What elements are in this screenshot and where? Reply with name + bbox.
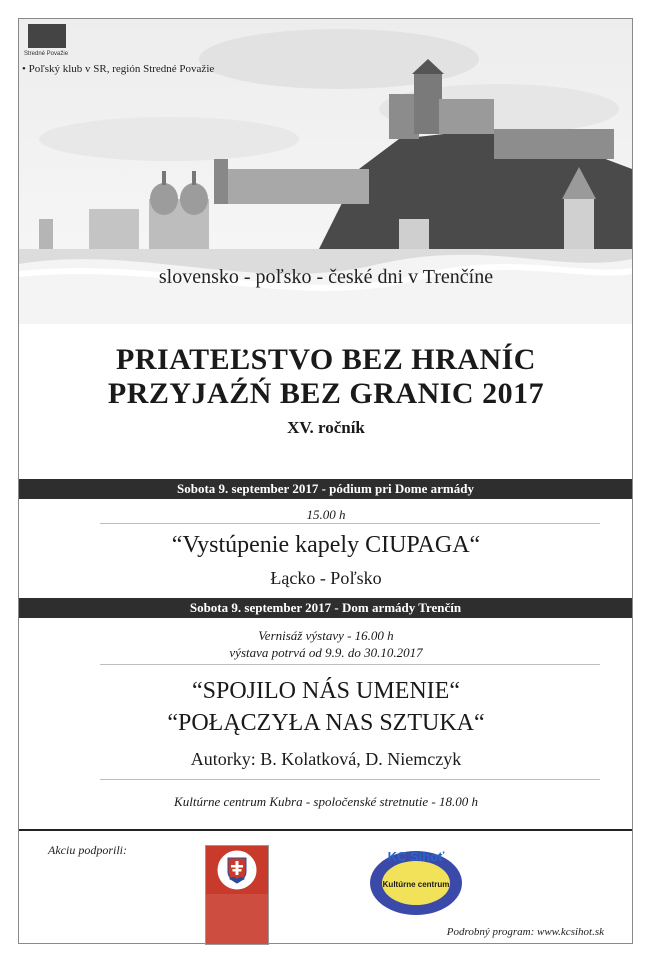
vernissage-time: Vernisáž výstavy - 16.00 h bbox=[258, 628, 394, 643]
exhibition-title-slovak: “SPOJILO NÁS UMENIE“ bbox=[192, 678, 460, 704]
exhibition-authors: Autorky: B. Kolatková, D. Niemczyk bbox=[190, 749, 462, 769]
slovak-government-logo bbox=[205, 845, 269, 945]
program-website: Podrobný program: www.kcsihot.sk bbox=[446, 926, 604, 938]
divider bbox=[100, 664, 600, 665]
divider bbox=[100, 523, 600, 524]
social-meeting: Kultúrne centrum Kubra - spoločenské stretnutie - 18.00 h bbox=[174, 794, 478, 809]
title-polish: PRZYJAŹŃ BEZ GRANIC 2017 bbox=[107, 377, 545, 410]
event1-title: “Vystúpenie kapely CIUPAGA“ bbox=[171, 532, 481, 558]
logo-subtitle: Stredné Považie bbox=[24, 51, 69, 57]
kc-sihot-badge-icon bbox=[368, 843, 464, 918]
slovak-coat-of-arms-icon bbox=[206, 846, 268, 894]
kc-sihot-sub: Kultúrne centrum bbox=[382, 880, 450, 889]
event1-time: 15.00 h bbox=[306, 507, 346, 522]
polish-club-logo bbox=[28, 24, 66, 48]
event1-origin: Łącko - Poľsko bbox=[270, 568, 382, 588]
kc-sihot-logo bbox=[368, 843, 464, 918]
gov-crest-area bbox=[206, 846, 268, 894]
club-name: • Poľský klub v SR, región Stredné Považie bbox=[22, 63, 215, 75]
divider bbox=[100, 779, 600, 780]
gov-note-area bbox=[206, 894, 268, 944]
exhibition-title-polish: “POŁĄCZYŁA NAS SZTUKA“ bbox=[167, 710, 485, 736]
kc-sihot-name: KC Sihoť bbox=[387, 849, 445, 864]
title-slovak: PRIATEĽSTVO BEZ HRANÍC bbox=[116, 343, 536, 376]
event2-date-bar: Sobota 9. september 2017 - Dom armády Trenčín bbox=[19, 598, 632, 618]
tagline: slovensko - poľsko - české dni v Trenčíne bbox=[158, 266, 494, 288]
supported-by-label: Akciu podporili: bbox=[48, 843, 127, 857]
exhibition-duration: výstava potrvá od 9.9. do 30.10.2017 bbox=[229, 645, 423, 660]
event1-date-bar: Sobota 9. september 2017 - pódium pri Dome armády bbox=[19, 479, 632, 499]
edition-label: XV. ročník bbox=[287, 418, 365, 437]
footer-divider bbox=[19, 829, 632, 831]
